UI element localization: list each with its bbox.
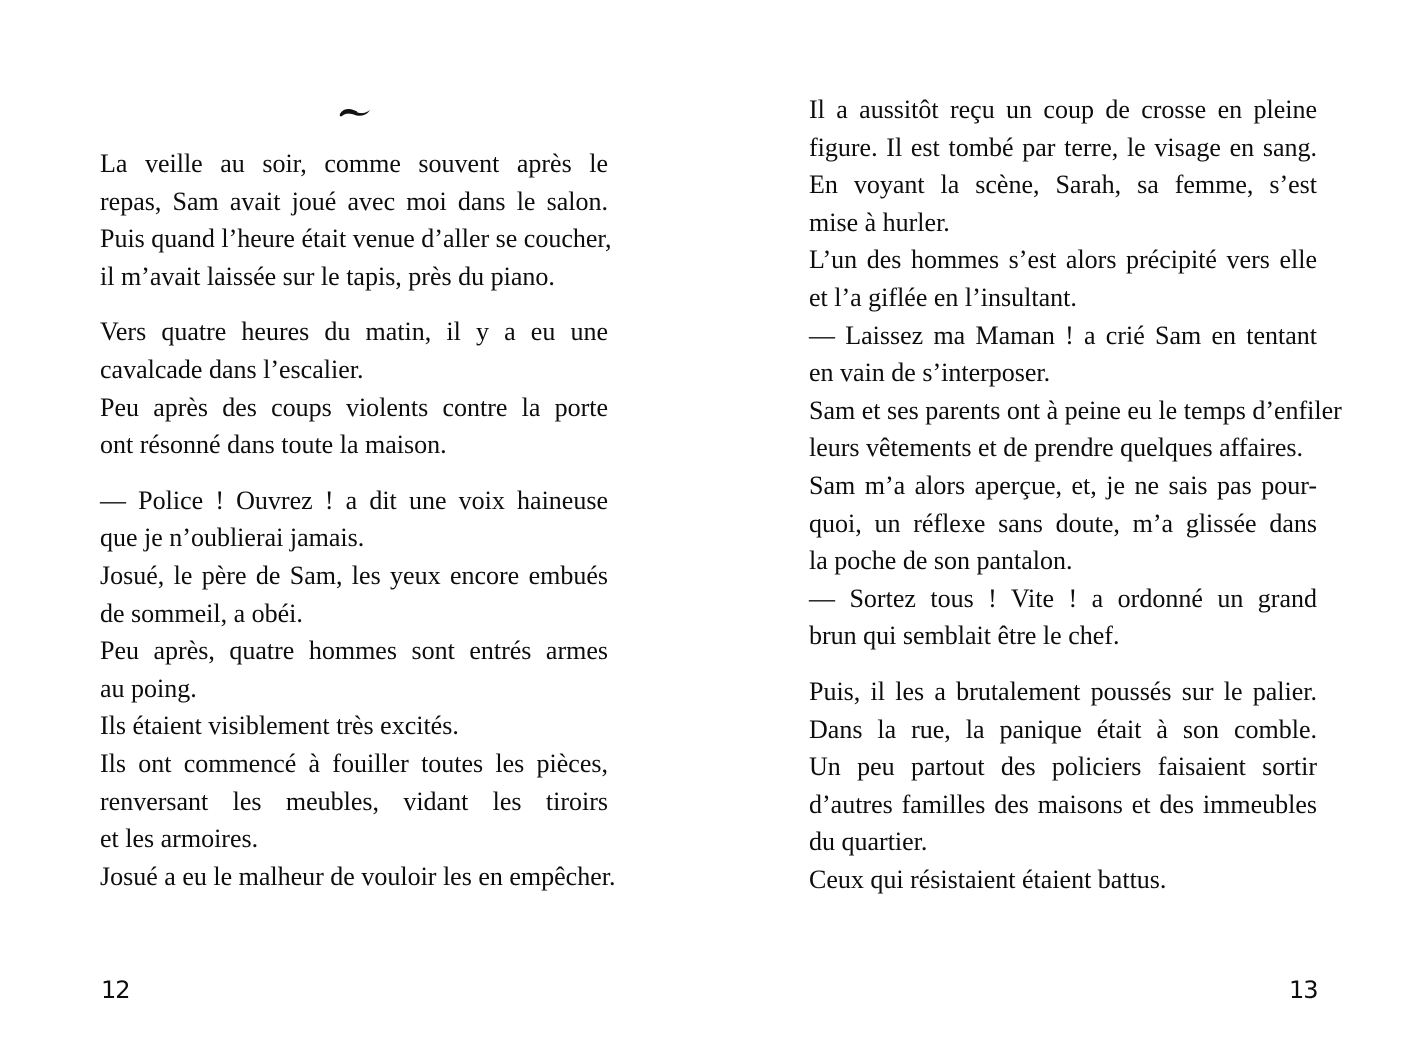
right-page: [709, 0, 1417, 1063]
text-line: Un peu partout des policiers faisaient sortir: [809, 752, 1317, 782]
text-line: que je n’oublierai jamais.: [100, 523, 365, 553]
text-line: leurs vêtements et de prendre quelques affaires.: [809, 433, 1304, 463]
paragraph: [100, 482, 616, 896]
text-line: ont résonné dans toute la maison.: [100, 430, 447, 460]
text-line: et l’a giflée en l’insultant.: [809, 282, 1077, 312]
text-line: Puis, il les a brutalement poussés sur le palier.: [809, 676, 1317, 706]
page-number: 13: [1289, 976, 1318, 1004]
paragraph: [809, 91, 1342, 655]
text-line: et les armoires.: [100, 824, 259, 854]
paragraph: [809, 673, 1317, 899]
text-line: du quartier.: [809, 827, 928, 857]
text-line: Ceux qui résistaient étaient battus.: [809, 864, 1167, 894]
text-line: Josué, le père de Sam, les yeux encore embués: [100, 560, 608, 590]
fleuron-swash-icon: [337, 104, 373, 120]
paragraph: [100, 145, 612, 295]
text-line: quoi, un réflexe sans doute, m’a glissée dans: [809, 508, 1317, 538]
text-line: Peu après, quatre hommes sont entrés armes: [100, 636, 608, 666]
text-line: renversant les meubles, vidant les tiroirs: [100, 786, 608, 816]
text-line: repas, Sam avait joué avec moi dans le salon.: [100, 186, 608, 216]
paragraph: [100, 313, 608, 463]
left-page: [0, 0, 708, 1063]
text-line: Josué a eu le malheur de vouloir les en empêcher.: [100, 861, 616, 891]
text-line: figure. Il est tombé par terre, le visage en sang.: [809, 132, 1317, 162]
left-page-text: [100, 145, 616, 895]
text-line: de sommeil, a obéi.: [100, 598, 303, 628]
text-line: il m’avait laissée sur le tapis, près du piano.: [100, 261, 555, 291]
text-line: mise à hurler.: [809, 207, 950, 237]
text-line: cavalcade dans l’escalier.: [100, 354, 364, 384]
text-line: L’un des hommes s’est alors précipité vers elle: [809, 245, 1317, 275]
text-line: — Police ! Ouvrez ! a dit une voix haineuse: [100, 485, 608, 515]
text-line: Il a aussitôt reçu un coup de crosse en pleine: [809, 95, 1317, 124]
right-page-text: [809, 91, 1342, 898]
text-line: En voyant la scène, Sarah, sa femme, s’est: [809, 170, 1317, 200]
text-line: brun qui semblait être le chef.: [809, 621, 1120, 651]
text-line: Ils étaient visiblement très excités.: [100, 711, 459, 741]
text-line: — Sortez tous ! Vite ! a ordonné un grand: [809, 583, 1317, 613]
text-line: Vers quatre heures du matin, il y a eu une: [100, 317, 608, 347]
text-line: la poche de son pantalon.: [809, 546, 1073, 576]
text-line: Sam m’a alors aperçue, et, je ne sais pas pour-: [809, 470, 1317, 500]
text-line: Sam et ses parents ont à peine eu le temps d’enfiler: [809, 395, 1342, 425]
page-number: 12: [101, 976, 130, 1004]
text-line: Peu après des coups violents contre la porte: [100, 392, 608, 422]
text-line: en vain de s’interposer.: [809, 358, 1051, 388]
text-line: — Laissez ma Maman ! a crié Sam en tentant: [809, 320, 1317, 350]
text-line: d’autres familles des maisons et des immeubles: [809, 789, 1317, 819]
text-line: au poing.: [100, 673, 197, 703]
text-line: Puis quand l’heure était venue d’aller se coucher,: [100, 224, 612, 254]
text-line: Ils ont commencé à fouiller toutes les pièces,: [100, 748, 608, 778]
text-line: Dans la rue, la panique était à son comble.: [809, 714, 1317, 744]
text-line: La veille au soir, comme souvent après le: [100, 149, 608, 178]
